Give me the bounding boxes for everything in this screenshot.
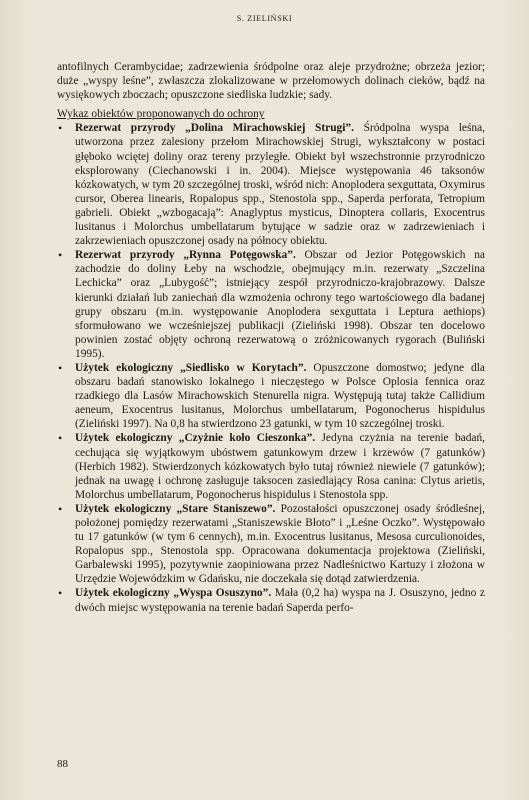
list-item: [57, 361, 485, 431]
item-body: Opuszczone domostwo; jedyne dla obszaru badań stanowisko lokalnego i nieczęstego w Polsce Oplosia fennica oraz rzadkiego dla Lasów Mirachowskich Stenurella nigra. Występują tutaj także Callidium aeneum, Exocentrus lusitanus, Molorchus umbellatarum, Pogonocherus hispidulus (Zieliński 1997). Na 0,8 ha stwierdzono 23 gatunki, w tym 10 szczególnej troski.: [75, 361, 485, 431]
item-title: Użytek ekologiczny „Siedlisko w Korytach”.: [75, 361, 307, 374]
page-content: [57, 60, 485, 615]
list-item: [57, 502, 485, 587]
list-heading: Wykaz obiektów proponowanych do ochrony: [57, 108, 265, 121]
running-header: S. ZIELIŃSKI: [236, 14, 293, 23]
list-item: [57, 431, 485, 501]
item-body: Mała (0,2 ha) wyspa na J. Osuszyno, jedno z dwóch miejsc występowania na terenie badań Saperda perfo-: [75, 587, 485, 614]
list-item: [57, 586, 485, 614]
item-body: Jedyna czyżnia na terenie badań, cechująca się wyjątkowym ubóstwem gatunkowym drzew i krzewów (7 gatunków) (Herbich 1982). Stwierdzonych kózkowatych było tutaj również niewiele (7 gatunków); jednak na uwagę i ochronę zasługuje taksocen zasiedlający Rosa canina: Clytus arietis, Molorchus umbellatarum, Pogonocherus hispidulus i Stenostola spp.: [75, 432, 485, 501]
item-body: Obszar od Jezior Potęgowskich na zachodzie do doliny Łeby na wschodzie, obejmujący m.in. rezerwaty „Szczelina Lechicka” oraz „Lubygość”; istniejący zespół przyrodniczo-krajobrazowy. Dalsze kierunki działań lub zaniechań dla wzmożenia ochrony tego wartościowego dla badanej grupy obszaru (m.in. występowanie Anoplodera sexguttata i Leptura aethiops) sformułowano we wcześniejszej publikacji (Zieliński 1998). Obszar ten docelowo powinien zostać objęty ochroną rezerwatową o zróżnicowanych rygorach (Buliński 1995).: [75, 249, 485, 360]
item-title: Użytek ekologiczny „Stare Staniszewo”.: [75, 502, 276, 515]
intro-paragraph: antofilnych Cerambycidae; zadrzewienia śródpolne oraz aleje przydrożne; obrzeża jezior; duże „wyspy leśne”, zwłaszcza zlokalizowane w przełomowych dolinach cieków, bądź na wysiękowych zboczach; opuszczone siedliska ludzkie; sady.: [57, 61, 485, 102]
item-body: Pozostałości opuszczonej osady śródleśnej, położonej pomiędzy rezerwatami „Staniszewskie Błoto” i „Leśne Oczko”. Występowało tu 17 gatunków (w tym 6 cennych), m.in. Exocentrus lusitanus, Mesosa curculionoides, Ropalopus spp., Stenostola spp. Opracowana dokumentacja projektowa (Zieliński, Garbalewski 1995), pozytywnie zaopiniowana przez Nadleśnictwo Kartuzy i złożona w Urzędzie Wojewódzkim w Gdańsku, nie doczekała się dotąd zatwierdzenia.: [75, 502, 485, 586]
protection-list: [57, 121, 485, 614]
page-number: 88: [57, 758, 68, 770]
item-title: Użytek ekologiczny „Czyżnie koło Cieszonka”.: [75, 432, 316, 445]
item-title: Użytek ekologiczny „Wyspa Osuszyno”.: [75, 587, 272, 600]
item-title: Rezerwat przyrody „Dolina Mirachowskiej Strugi”.: [75, 122, 354, 135]
list-item: [57, 121, 485, 248]
item-body: Śródpolna wyspa leśna, utworzona przez zalesiony przełom Mirachowskiej Strugi, wykształcony w postaci głęboko wciętej doliny oraz tereny przyległe. Obiekt był wszechstronnie przyrodniczo eksplorowany (Ciechanowski i in. 2004). Miejsce występowania 46 taksonów kózkowatych, w tym 20 szczególnej troski, wśród nich: Anoplodera sexguttata, Oxymirus cursor, Oberea linearis, Ropalopus spp., Stenostola spp., Saperda perforata, Tetropium gabrieli. Obiekt „wzbogacają”: Anaglyptus mysticus, Dinoptera collaris, Exocentrus lusitanus i Molorchus umbellatarum bytujące w sadzie oraz w zadrzewieniach i zakrzewieniach opuszczonej osady na północy obiektu.: [75, 122, 485, 248]
list-item: [57, 248, 485, 361]
item-title: Rezerwat przyrody „Rynna Potęgowska”.: [75, 249, 296, 262]
